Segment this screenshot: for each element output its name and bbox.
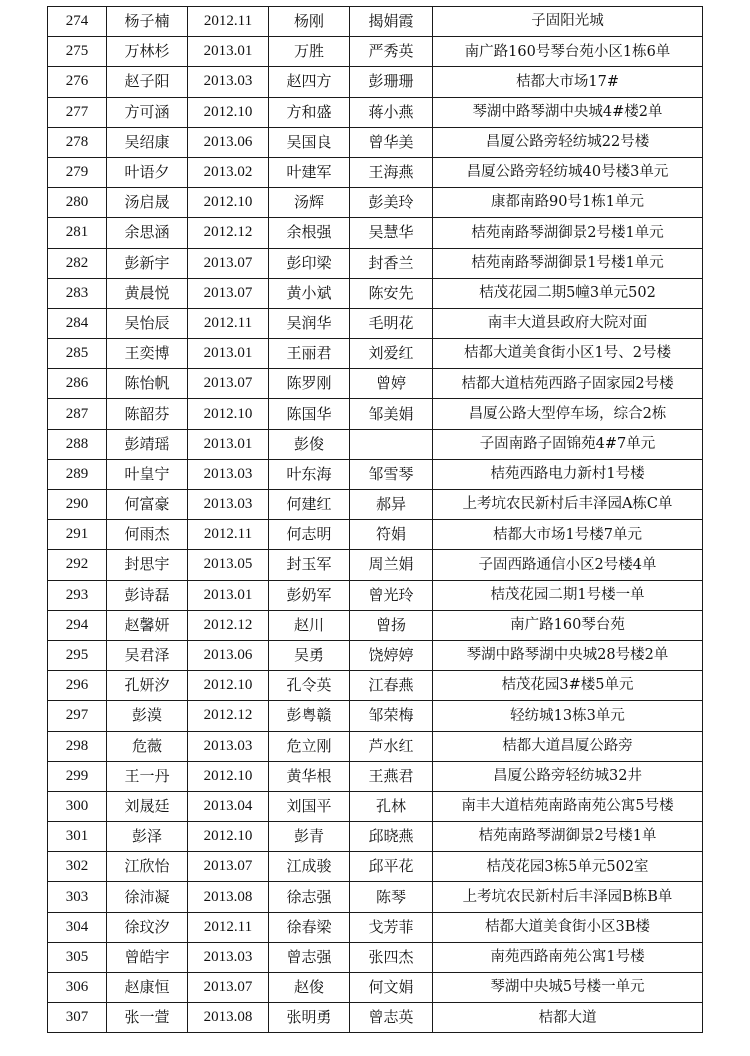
father-name-cell: 方和盛 xyxy=(269,97,350,127)
father-name-cell: 彭粤赣 xyxy=(269,701,350,731)
address-cell: 桔都大市场17# xyxy=(433,67,703,97)
student-name-cell: 彭靖瑶 xyxy=(107,429,188,459)
row-number-cell: 301 xyxy=(48,822,107,852)
mother-name-cell: 吴慧华 xyxy=(350,218,433,248)
father-name-cell: 危立刚 xyxy=(269,731,350,761)
birth-date-cell: 2012.11 xyxy=(188,308,269,338)
address-cell: 琴湖中路琴湖中央城4#楼2单 xyxy=(433,97,703,127)
table-row xyxy=(48,278,703,308)
father-name-cell: 何志明 xyxy=(269,520,350,550)
student-name-cell: 方可涵 xyxy=(107,97,188,127)
row-number-cell: 293 xyxy=(48,580,107,610)
mother-name-cell: 曾扬 xyxy=(350,610,433,640)
table-row xyxy=(48,852,703,882)
father-name-cell: 叶建军 xyxy=(269,157,350,187)
table-row xyxy=(48,308,703,338)
address-cell: 琴湖中路琴湖中央城28号楼2单 xyxy=(433,640,703,670)
address-cell: 桔茂花园二期5幢3单元502 xyxy=(433,278,703,308)
birth-date-cell: 2012.10 xyxy=(188,671,269,701)
birth-date-cell: 2012.10 xyxy=(188,822,269,852)
student-name-cell: 孔妍汐 xyxy=(107,671,188,701)
address-cell: 桔都大道美食街小区3B楼 xyxy=(433,912,703,942)
mother-name-cell: 陈安先 xyxy=(350,278,433,308)
row-number-cell: 288 xyxy=(48,429,107,459)
birth-date-cell: 2013.07 xyxy=(188,973,269,1003)
father-name-cell: 杨刚 xyxy=(269,7,350,37)
row-number-cell: 290 xyxy=(48,490,107,520)
row-number-cell: 278 xyxy=(48,127,107,157)
table-row xyxy=(48,610,703,640)
mother-name-cell: 彭美玲 xyxy=(350,188,433,218)
mother-name-cell: 陈琴 xyxy=(350,882,433,912)
address-cell: 南丰大道县政府大院对面 xyxy=(433,308,703,338)
birth-date-cell: 2013.05 xyxy=(188,550,269,580)
student-name-cell: 徐沛凝 xyxy=(107,882,188,912)
birth-date-cell: 2013.07 xyxy=(188,278,269,308)
table-row xyxy=(48,67,703,97)
mother-name-cell: 曾婷 xyxy=(350,369,433,399)
mother-name-cell: 戈芳菲 xyxy=(350,912,433,942)
row-number-cell: 298 xyxy=(48,731,107,761)
row-number-cell: 283 xyxy=(48,278,107,308)
birth-date-cell: 2013.01 xyxy=(188,580,269,610)
table-row xyxy=(48,520,703,550)
student-roster-table xyxy=(47,6,703,1033)
table-row xyxy=(48,671,703,701)
table-row xyxy=(48,882,703,912)
father-name-cell: 何建红 xyxy=(269,490,350,520)
birth-date-cell: 2013.03 xyxy=(188,459,269,489)
birth-date-cell: 2013.01 xyxy=(188,429,269,459)
row-number-cell: 292 xyxy=(48,550,107,580)
birth-date-cell: 2012.10 xyxy=(188,399,269,429)
father-name-cell: 余根强 xyxy=(269,218,350,248)
student-name-cell: 何雨杰 xyxy=(107,520,188,550)
address-cell: 桔苑西路电力新村1号楼 xyxy=(433,459,703,489)
address-cell: 轻纺城13栋3单元 xyxy=(433,701,703,731)
father-name-cell: 刘国平 xyxy=(269,791,350,821)
address-cell: 桔苑南路琴湖御景2号楼1单元 xyxy=(433,218,703,248)
student-name-cell: 赵子阳 xyxy=(107,67,188,97)
address-cell: 南丰大道桔苑南路南苑公寓5号楼 xyxy=(433,791,703,821)
father-name-cell: 徐春梁 xyxy=(269,912,350,942)
address-cell: 桔都大道桔苑西路子固家园2号楼 xyxy=(433,369,703,399)
address-cell: 桔茂花园3#楼5单元 xyxy=(433,671,703,701)
mother-name-cell: 张四杰 xyxy=(350,942,433,972)
student-name-cell: 曾皓宇 xyxy=(107,942,188,972)
row-number-cell: 303 xyxy=(48,882,107,912)
mother-name-cell: 邹荣梅 xyxy=(350,701,433,731)
address-cell: 昌厦公路旁轻纺城22号楼 xyxy=(433,127,703,157)
student-name-cell: 刘晟廷 xyxy=(107,791,188,821)
address-cell: 子固阳光城 xyxy=(433,7,703,37)
birth-date-cell: 2013.06 xyxy=(188,127,269,157)
birth-date-cell: 2013.03 xyxy=(188,490,269,520)
father-name-cell: 孔令英 xyxy=(269,671,350,701)
table-row xyxy=(48,550,703,580)
father-name-cell: 黄华根 xyxy=(269,761,350,791)
row-number-cell: 289 xyxy=(48,459,107,489)
table-row xyxy=(48,761,703,791)
student-name-cell: 赵康恒 xyxy=(107,973,188,1003)
table-row xyxy=(48,429,703,459)
birth-date-cell: 2012.12 xyxy=(188,218,269,248)
mother-name-cell: 郝异 xyxy=(350,490,433,520)
row-number-cell: 297 xyxy=(48,701,107,731)
row-number-cell: 279 xyxy=(48,157,107,187)
birth-date-cell: 2013.07 xyxy=(188,248,269,278)
address-cell: 桔都大道昌厦公路旁 xyxy=(433,731,703,761)
father-name-cell: 彭奶军 xyxy=(269,580,350,610)
mother-name-cell: 江春燕 xyxy=(350,671,433,701)
row-number-cell: 306 xyxy=(48,973,107,1003)
table-row xyxy=(48,701,703,731)
row-number-cell: 281 xyxy=(48,218,107,248)
table-row xyxy=(48,399,703,429)
row-number-cell: 274 xyxy=(48,7,107,37)
address-cell: 南广路160琴台苑 xyxy=(433,610,703,640)
mother-name-cell: 王海燕 xyxy=(350,157,433,187)
father-name-cell: 徐志强 xyxy=(269,882,350,912)
father-name-cell: 陈罗刚 xyxy=(269,369,350,399)
student-name-cell: 吴君泽 xyxy=(107,640,188,670)
row-number-cell: 276 xyxy=(48,67,107,97)
mother-name-cell: 邹雪琴 xyxy=(350,459,433,489)
table-row xyxy=(48,7,703,37)
table-row xyxy=(48,218,703,248)
address-cell: 桔苑南路琴湖御景1号楼1单元 xyxy=(433,248,703,278)
table-row xyxy=(48,459,703,489)
student-name-cell: 徐玟汐 xyxy=(107,912,188,942)
student-name-cell: 张一萱 xyxy=(107,1003,188,1033)
student-name-cell: 危薇 xyxy=(107,731,188,761)
table-row xyxy=(48,791,703,821)
birth-date-cell: 2012.10 xyxy=(188,188,269,218)
row-number-cell: 282 xyxy=(48,248,107,278)
row-number-cell: 277 xyxy=(48,97,107,127)
row-number-cell: 305 xyxy=(48,942,107,972)
student-name-cell: 王一丹 xyxy=(107,761,188,791)
row-number-cell: 296 xyxy=(48,671,107,701)
table-row xyxy=(48,97,703,127)
father-name-cell: 彭青 xyxy=(269,822,350,852)
address-cell: 子固西路通信小区2号楼4单 xyxy=(433,550,703,580)
student-name-cell: 彭漠 xyxy=(107,701,188,731)
table-row xyxy=(48,339,703,369)
table-row xyxy=(48,822,703,852)
address-cell: 桔都大道 xyxy=(433,1003,703,1033)
table-row xyxy=(48,188,703,218)
row-number-cell: 295 xyxy=(48,640,107,670)
address-cell: 康都南路90号1栋1单元 xyxy=(433,188,703,218)
row-number-cell: 280 xyxy=(48,188,107,218)
table-row xyxy=(48,157,703,187)
mother-name-cell: 严秀英 xyxy=(350,37,433,67)
father-name-cell: 吴润华 xyxy=(269,308,350,338)
student-name-cell: 陈怡帆 xyxy=(107,369,188,399)
birth-date-cell: 2013.01 xyxy=(188,37,269,67)
address-cell: 琴湖中央城5号楼一单元 xyxy=(433,973,703,1003)
birth-date-cell: 2013.07 xyxy=(188,369,269,399)
address-cell: 桔都大道美食街小区1号、2号楼 xyxy=(433,339,703,369)
student-name-cell: 汤启晟 xyxy=(107,188,188,218)
birth-date-cell: 2013.01 xyxy=(188,339,269,369)
mother-name-cell: 毛明花 xyxy=(350,308,433,338)
birth-date-cell: 2012.11 xyxy=(188,912,269,942)
father-name-cell: 汤辉 xyxy=(269,188,350,218)
row-number-cell: 294 xyxy=(48,610,107,640)
father-name-cell: 王丽君 xyxy=(269,339,350,369)
table-row xyxy=(48,37,703,67)
address-cell: 桔苑南路琴湖御景2号楼1单 xyxy=(433,822,703,852)
student-name-cell: 陈韶芬 xyxy=(107,399,188,429)
father-name-cell: 吴国良 xyxy=(269,127,350,157)
table-row xyxy=(48,490,703,520)
row-number-cell: 275 xyxy=(48,37,107,67)
father-name-cell: 吴勇 xyxy=(269,640,350,670)
table-row xyxy=(48,640,703,670)
mother-name-cell: 芦水红 xyxy=(350,731,433,761)
address-cell: 上考坑农民新村后丰泽园A栋C单 xyxy=(433,490,703,520)
birth-date-cell: 2013.07 xyxy=(188,852,269,882)
row-number-cell: 286 xyxy=(48,369,107,399)
student-name-cell: 封思宇 xyxy=(107,550,188,580)
mother-name-cell: 曾志英 xyxy=(350,1003,433,1033)
father-name-cell: 彭俊 xyxy=(269,429,350,459)
birth-date-cell: 2013.04 xyxy=(188,791,269,821)
address-cell: 子固南路子固锦苑4#7单元 xyxy=(433,429,703,459)
mother-name-cell: 王燕君 xyxy=(350,761,433,791)
mother-name-cell: 曾光玲 xyxy=(350,580,433,610)
address-cell: 桔茂花园二期1号楼一单 xyxy=(433,580,703,610)
birth-date-cell: 2013.06 xyxy=(188,640,269,670)
father-name-cell: 彭印梁 xyxy=(269,248,350,278)
mother-name-cell: 邹美娟 xyxy=(350,399,433,429)
mother-name-cell: 彭珊珊 xyxy=(350,67,433,97)
student-name-cell: 何富豪 xyxy=(107,490,188,520)
student-name-cell: 赵馨妍 xyxy=(107,610,188,640)
father-name-cell: 黄小斌 xyxy=(269,278,350,308)
mother-name-cell: 邱平花 xyxy=(350,852,433,882)
father-name-cell: 曾志强 xyxy=(269,942,350,972)
student-name-cell: 彭泽 xyxy=(107,822,188,852)
father-name-cell: 赵俊 xyxy=(269,973,350,1003)
student-name-cell: 余思涵 xyxy=(107,218,188,248)
mother-name-cell: 曾华美 xyxy=(350,127,433,157)
address-cell: 桔茂花园3栋5单元502室 xyxy=(433,852,703,882)
student-name-cell: 彭新宇 xyxy=(107,248,188,278)
father-name-cell: 张明勇 xyxy=(269,1003,350,1033)
row-number-cell: 300 xyxy=(48,791,107,821)
father-name-cell: 封玉军 xyxy=(269,550,350,580)
mother-name-cell: 刘爱红 xyxy=(350,339,433,369)
student-name-cell: 叶皇宁 xyxy=(107,459,188,489)
mother-name-cell: 蒋小燕 xyxy=(350,97,433,127)
student-name-cell: 江欣怡 xyxy=(107,852,188,882)
address-cell: 南苑西路南苑公寓1号楼 xyxy=(433,942,703,972)
table-row xyxy=(48,369,703,399)
mother-name-cell: 符娟 xyxy=(350,520,433,550)
row-number-cell: 304 xyxy=(48,912,107,942)
father-name-cell: 赵四方 xyxy=(269,67,350,97)
student-name-cell: 吴怡辰 xyxy=(107,308,188,338)
student-name-cell: 吴绍康 xyxy=(107,127,188,157)
mother-name-cell xyxy=(350,429,433,459)
student-name-cell: 彭诗磊 xyxy=(107,580,188,610)
father-name-cell: 陈国华 xyxy=(269,399,350,429)
birth-date-cell: 2013.02 xyxy=(188,157,269,187)
birth-date-cell: 2012.12 xyxy=(188,701,269,731)
birth-date-cell: 2012.11 xyxy=(188,7,269,37)
student-name-cell: 杨子楠 xyxy=(107,7,188,37)
address-cell: 昌厦公路大型停车场，综合2栋 xyxy=(433,399,703,429)
address-cell: 上考坑农民新村后丰泽园B栋B单 xyxy=(433,882,703,912)
table-row xyxy=(48,942,703,972)
birth-date-cell: 2013.03 xyxy=(188,942,269,972)
row-number-cell: 284 xyxy=(48,308,107,338)
address-cell: 桔都大市场1号楼7单元 xyxy=(433,520,703,550)
father-name-cell: 万胜 xyxy=(269,37,350,67)
birth-date-cell: 2013.03 xyxy=(188,67,269,97)
birth-date-cell: 2012.10 xyxy=(188,761,269,791)
row-number-cell: 285 xyxy=(48,339,107,369)
birth-date-cell: 2012.12 xyxy=(188,610,269,640)
student-name-cell: 黄晨悦 xyxy=(107,278,188,308)
table-row xyxy=(48,127,703,157)
student-name-cell: 叶语夕 xyxy=(107,157,188,187)
birth-date-cell: 2013.08 xyxy=(188,1003,269,1033)
birth-date-cell: 2013.08 xyxy=(188,882,269,912)
table-row xyxy=(48,912,703,942)
mother-name-cell: 封香兰 xyxy=(350,248,433,278)
address-cell: 昌厦公路旁轻纺城32井 xyxy=(433,761,703,791)
table-row xyxy=(48,580,703,610)
mother-name-cell: 揭娟霞 xyxy=(350,7,433,37)
mother-name-cell: 饶婷婷 xyxy=(350,640,433,670)
table-row xyxy=(48,1003,703,1033)
father-name-cell: 叶东海 xyxy=(269,459,350,489)
table-row xyxy=(48,973,703,1003)
father-name-cell: 江成骏 xyxy=(269,852,350,882)
row-number-cell: 299 xyxy=(48,761,107,791)
mother-name-cell: 周兰娟 xyxy=(350,550,433,580)
mother-name-cell: 何文娟 xyxy=(350,973,433,1003)
mother-name-cell: 孔林 xyxy=(350,791,433,821)
mother-name-cell: 邱晓燕 xyxy=(350,822,433,852)
address-cell: 南广路160号琴台苑小区1栋6单 xyxy=(433,37,703,67)
father-name-cell: 赵川 xyxy=(269,610,350,640)
birth-date-cell: 2013.03 xyxy=(188,731,269,761)
row-number-cell: 302 xyxy=(48,852,107,882)
table-row xyxy=(48,248,703,278)
birth-date-cell: 2012.11 xyxy=(188,520,269,550)
student-name-cell: 王奕博 xyxy=(107,339,188,369)
birth-date-cell: 2012.10 xyxy=(188,97,269,127)
row-number-cell: 287 xyxy=(48,399,107,429)
roster-sheet xyxy=(47,6,703,1033)
row-number-cell: 291 xyxy=(48,520,107,550)
student-name-cell: 万林杉 xyxy=(107,37,188,67)
roster-table-body xyxy=(48,7,703,1033)
row-number-cell: 307 xyxy=(48,1003,107,1033)
address-cell: 昌厦公路旁轻纺城40号楼3单元 xyxy=(433,157,703,187)
table-row xyxy=(48,731,703,761)
